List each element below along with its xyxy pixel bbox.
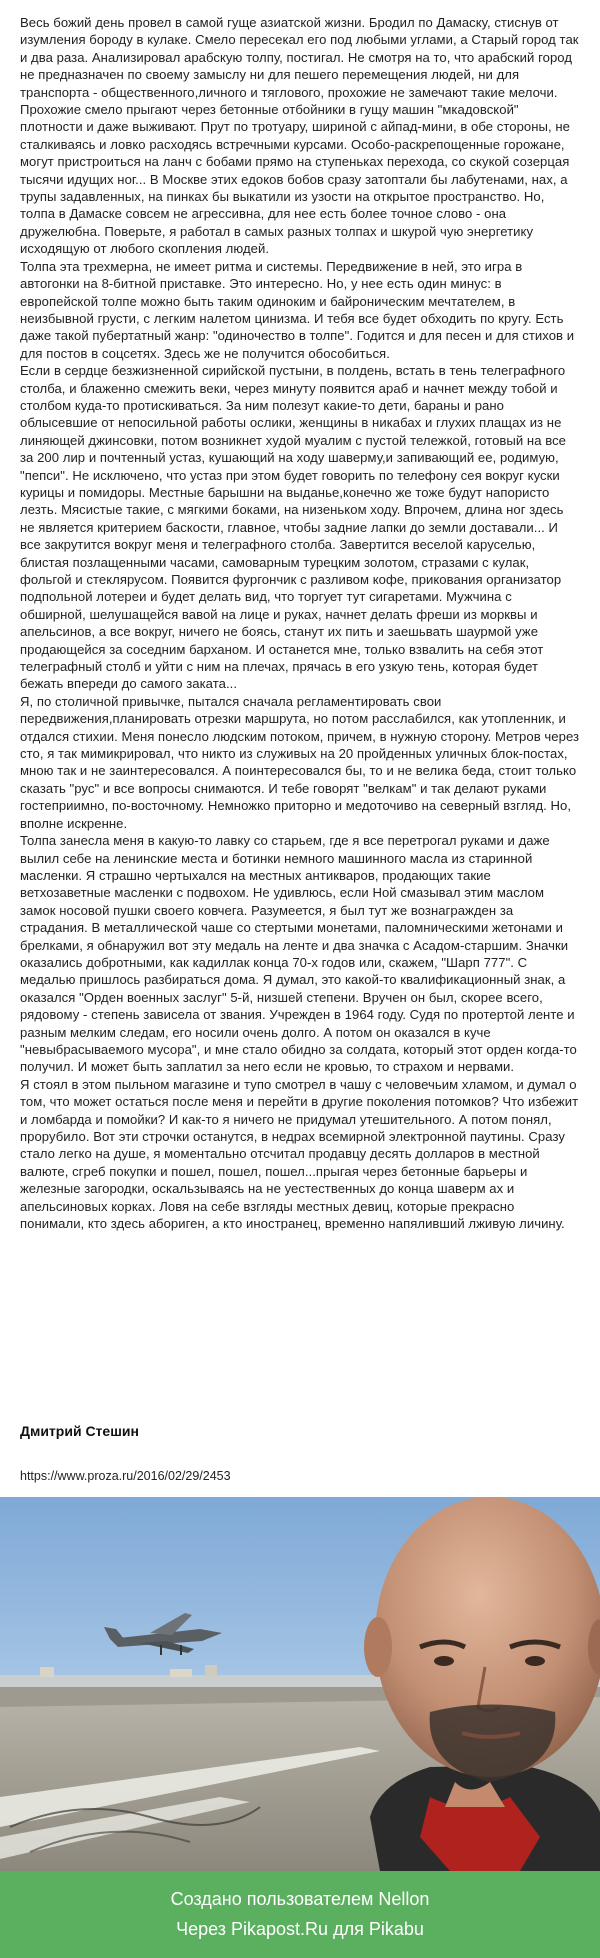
source-link[interactable]: https://www.proza.ru/2016/02/29/2453 xyxy=(20,1469,231,1483)
author-name: Дмитрий Стешин xyxy=(20,1423,139,1439)
article-body xyxy=(20,14,580,1232)
article-paragraph: Если в сердце безжизненной сирийской пустыни, в полдень, встать в тень телеграфного столба, и блаженно смежить веки, через минуту появится араб и начнет между тобой и столбом куда-то протискиваться. За ним полезут какие-то дети, бараны и рано облысевшие от непосильной работы ослики, женщины в никабах и глухих плащах из не линяющей джинсовки, потом возникнет худой муалим с пустой тележкой, готовый на все за 200 лир и почтенный устаз, кушающий на ходу шаверму,и запивающий ее, родимую, "пепси". Не исключено, что устаз при этом будет говорить по телефону сея вокруг куски курицы и помидоры. Местные барышни на выданье,конечно же тоже будут напористо лезть. Мясистые такие, с мягкими боками, на низеньком ходу. Впрочем, длина ног здесь не является критерием баскости, главное, чтобы задние лапки до земли доставали... И все закрутится вокруг меня и телеграфного столба. Завертится веселой каруселью, блистая позлащенными часами, самоварным турецким золотом, стразами с кулак, фольгой и стеклярусом. Появится фургончик с разливом кофе, прикования организатор подпольной лотереи и будет делать вид, что торгует тут сигаретами. Мужчина с обширной, шелушащейся вавой на лице и руках, начнет делать фреши из морквы и апельсинов, а все вокруг, ничего не боясь, станут их пить и заешьвать шаурмой уже продающейся за соседним барханом. И останется мне, только взвалить на себя этот телеграфный столб и уйти с ним на плечах, прячась в его узкую тень, которая будет бежать впереди до самого заката... xyxy=(20,363,567,692)
article-paragraph: Весь божий день провел в самой гуще азиатской жизни. Бродил по Дамаску, стиснув от изумления бороду в кулаке. Смело пересекал его под любыми углами, а Старый город так и два раза. Анализировал арабскую толпу, постигал. Не смотря на то, что арабский город не предназначен по своему замыслу ни для пешего перемещения людей, ни для транспорта - общественного,личного и тяглового, прохожие не замечают такие мелочи. Прохожие смело прыгают через бетонные отбойники в гущу машин "мкадовской" плотности и даже выживают. Прут по тротуару, шириной с айпад-мини, в обе стороны, не сталкиваясь и ловко расходясь встречными курсами. Особо-раскрепощенные горожане, могут пристроиться на ланч с бобами прямо на ступеньках перехода, со скукой созерцая тысячи идущих ног... В Москве этих едоков бобов сразу затоптали бы лабутенами, нах, а трупы задавленных, на пинках бы выкатили из узости на открытое пространство. Но, толпа в Дамаске совсем не агрессивна, для нее есть более точное слово - она дружелюбна. Поверьте, я работал в самых разных толпах и шкурой чую энергетику исходящую от любого скопления людей. xyxy=(20,15,579,257)
article-paragraph: Толпа эта трехмерна, не имеет ритма и системы. Передвижение в ней, это игра в автогонки на 8-битной приставке. Это интересно. Но, у нее есть один минус: в европейской толпе можно быть таким одиноким и байроническим мечтателем, в неизбывной грусти, с легким налетом цинизма. И тебя все будет обходить по кругу. Есть даже такой пубертатный жанр: "одиночество в толпе". Годится и для песен и для стихов и для постов в соцсетях. Здесь же не получится обособиться. xyxy=(20,258,575,361)
article-paragraph: Я стоял в этом пыльном магазине и тупо смотрел в чашу с человечьим хламом, и думал о том, что может остаться после меня и перейти в другие поколения потомков? Что избежит и ломбарда и помойки? И как-то я ничего не придумал утешительного. А потом понял, прорубило. Вот эти строчки останутся, в недрах всемирной электронной паутины. Сразу стало легко на душе, я моментально отсчитал продавцу десять долларов в местной валюте, сгреб покупки и пошел, пошел, пошел...прыгая через бетонные барьеры и железные загородки, оскальзываясь на не уестественных до конца шаверм ах и апельсиновых корках. Ловя на себе взгляды местных девиц, которые прекрасно понимали, кто здесь абориген, а кто иностранец, временно напяливший лживую личину. xyxy=(20,1076,579,1232)
article-paragraph: Толпа занесла меня в какую-то лавку со старьем, где я все перетрогал руками и даже вылил себе на ленинские места и ботинки немного машинного масла из старинной масленки. Я страшно чертыхался на местных антикваров, продающих такие ветхозаветные масленки с подвохом. Не удивлюсь, если Ной смазывал этим маслом замок носовой пушки своего ковчега. Разумеется, я был тут же вознагражден за страдания. В металлической чаше со стертыми монетами, паломническими жетонами и брелками, я обнаружил вот эту медаль на ленте и два значка с Асадом-старшим. Значки оказались добротными, как кадиллак конца 70-х годов или, скажем, "Шарп 777". С медалью пришлось разбираться дома. Я думал, это какой-то квалификационный знак, а оказался "Орден военных заслуг" 5-й, низшей степени. Вручен он был, скорее всего, рядовому - степень зависела от звания. Учрежден в 1964 году. Судя по протертой ленте и разным мелким следам, его носили очень долго. А потом он оказался в куче "невыбрасываемого мусора", и мне стало обидно за солдата, который этот орден когда-то получил. И может быть заплатил за него если не кровью, то страхом и нервами. xyxy=(20,833,577,1075)
footer-created-by: Создано пользователем Nellon xyxy=(170,1889,430,1909)
footer-banner xyxy=(0,1871,600,1958)
author-photo xyxy=(0,1497,600,1871)
article-paragraph: Я, по столичной привычке, пытался сначала регламентировать свои передвижения,планировать отрезки маршрута, но потом расслабился, как утопленник, и отдался стихии. Меня понесло людским потоком, причем, в нужную сторону. Метров через сто, я так мимикрировал, что никто из служивых на 20 пройденных уличных блок-постах, мною так и не заинтересовался. А поинтересовался бы, то и не велика беда, стоит только сказать "рус" и все вопросы снимаются. И тебе говорят "велкам" и так делают руками гостеприимно, по-восточному. Немножко приторно и медоточиво на северный взгляд. Но, вполне искренне. xyxy=(20,693,580,831)
footer-via: Через Pikapost.Ru для Pikabu xyxy=(176,1919,424,1939)
